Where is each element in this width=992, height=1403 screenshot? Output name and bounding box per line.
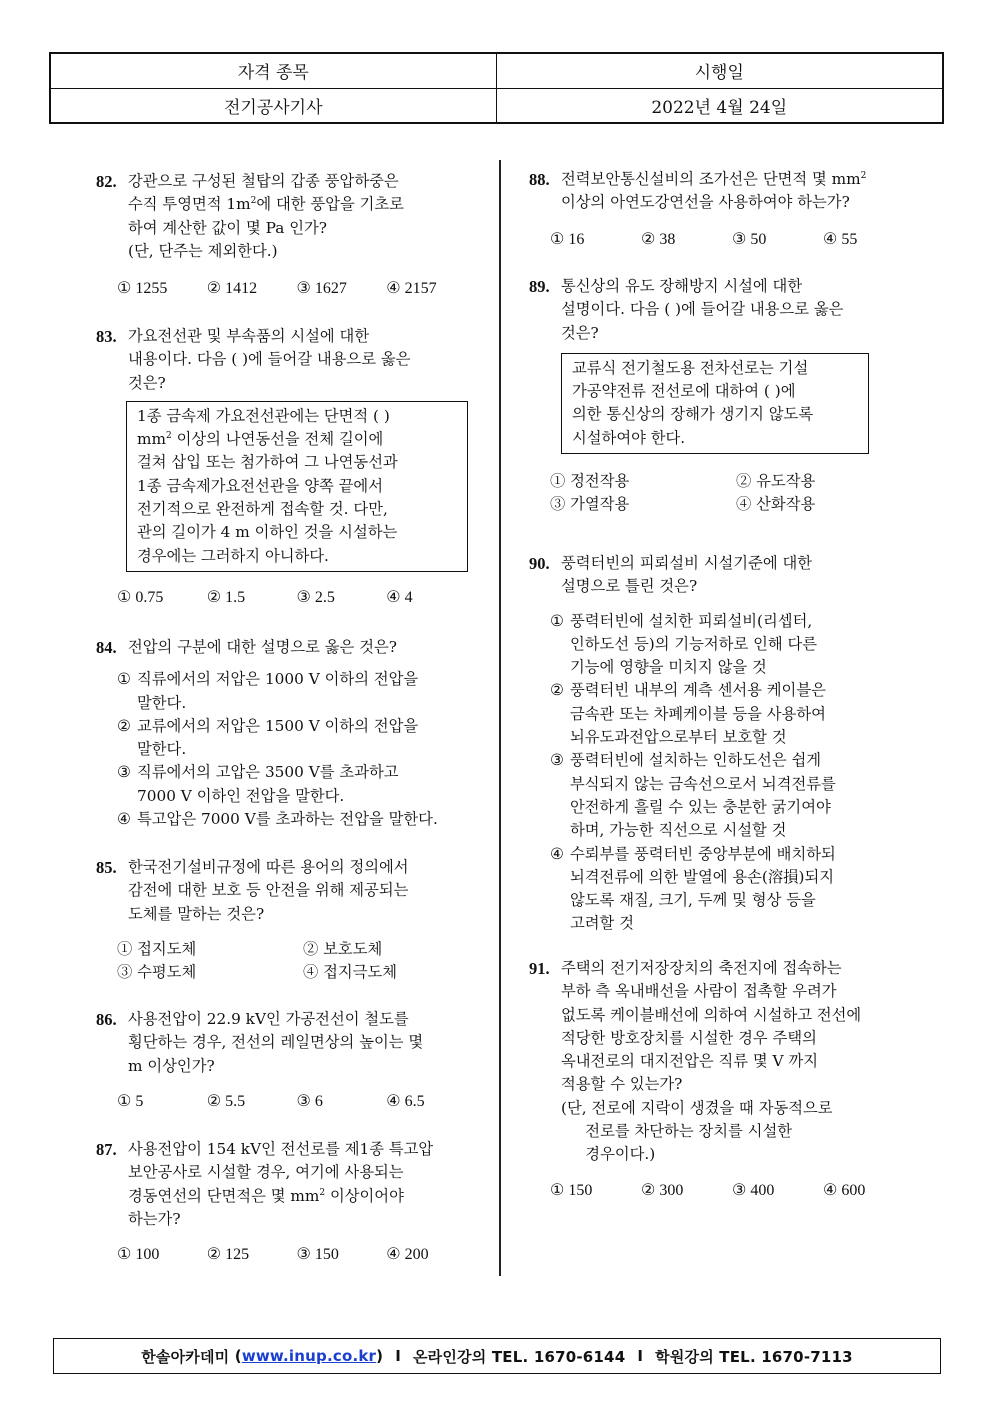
question-text: 부하 측 옥내배선을 사람이 접촉할 우려가 xyxy=(561,982,837,1001)
question-number: 89. xyxy=(529,277,550,296)
question-text: 전압의 구분에 대한 설명으로 옳은 것은? xyxy=(128,638,397,656)
question-text: 감전에 대한 보호 등 안전을 위해 제공되는 xyxy=(128,881,409,900)
option-4[interactable]: ④ 수뢰부를 풍력터빈 중앙부분에 배치하되 뇌격전류에 의한 발열에 용손(溶損)되지 않도록 재질, 크기, 두께 및 형상 등을 고려할 것 xyxy=(550,844,836,933)
option-1[interactable]: ① 0.75 xyxy=(117,588,164,606)
question-text: 주택의 전기저장장치의 축전지에 접속하는 xyxy=(561,959,842,977)
question-91 xyxy=(529,957,914,1202)
question-87 xyxy=(96,1138,476,1266)
question-85 xyxy=(96,856,476,984)
option-3[interactable]: ③ 수평도체 xyxy=(117,963,197,982)
question-86 xyxy=(96,1008,476,1113)
question-text: 내용이다. 다음 ( )에 들어갈 내용으로 옳은 xyxy=(128,350,411,369)
answer-options xyxy=(529,228,914,251)
option-2[interactable]: ② 1412 xyxy=(206,280,258,298)
footer-website-link[interactable]: www.inup.co.kr xyxy=(241,1347,377,1365)
option-4[interactable]: ④ 55 xyxy=(823,230,858,248)
option-4[interactable]: ④ 접지극도체 xyxy=(303,963,398,982)
option-2[interactable]: ② 1.5 xyxy=(206,588,246,606)
question-88 xyxy=(529,168,914,251)
question-note: (단, 단주는 제외한다.) xyxy=(128,241,278,260)
exam-date-label: 시행일 xyxy=(496,53,943,88)
footer-paren-open: ( xyxy=(229,1347,242,1365)
option-1[interactable]: ① 5 xyxy=(117,1092,144,1110)
footer-separator: I xyxy=(637,1347,644,1365)
question-90 xyxy=(529,552,914,936)
question-text: 강관으로 구성된 철탑의 갑종 풍압하중은 xyxy=(128,172,399,190)
answer-options xyxy=(529,1179,914,1202)
question-text: 사용전압이 154 kV인 전선로를 제1종 특고압 xyxy=(128,1140,434,1158)
option-1[interactable]: ① 접지도체 xyxy=(117,939,197,958)
question-text: 수직 투영면적 $1m^2$에 대한 풍압을 기초로 xyxy=(128,195,404,214)
exam-date-value: 2022년 4월 24일 xyxy=(496,88,943,123)
option-1[interactable]: ① 1255 xyxy=(117,280,168,298)
question-text: 사용전압이 22.9 kV인 가공전선이 철도를 xyxy=(128,1010,409,1028)
option-1[interactable]: ① 정전작용 xyxy=(550,472,630,491)
option-2[interactable]: ② 300 xyxy=(641,1181,684,1199)
question-text: 하는가? xyxy=(128,1209,181,1228)
option-3[interactable]: ③ 150 xyxy=(296,1246,339,1264)
option-4[interactable]: ④ 600 xyxy=(823,1181,866,1199)
option-3[interactable]: ③ 2.5 xyxy=(296,588,335,606)
option-3[interactable]: ③ 6 xyxy=(296,1092,323,1110)
question-text: 풍력터빈의 피뢰설비 시설기준에 대한 xyxy=(561,554,813,572)
answer-options xyxy=(529,610,914,936)
option-4[interactable]: ④ 200 xyxy=(386,1246,429,1264)
option-3[interactable]: ③ 50 xyxy=(732,230,767,248)
option-3[interactable]: ③ 1627 xyxy=(296,280,347,298)
question-text: 도체를 말하는 것은? xyxy=(128,904,265,923)
question-text: 이상의 아연도강연선을 사용하여야 하는가? xyxy=(561,193,850,212)
question-text: 하여 계산한 값이 몇 Pa 인가? xyxy=(128,218,328,237)
column-divider xyxy=(499,160,501,1276)
question-number: 84. xyxy=(96,638,117,657)
question-84 xyxy=(96,636,476,831)
question-83 xyxy=(96,325,476,609)
exam-subject-label: 자격 종목 xyxy=(50,53,496,88)
option-4[interactable]: ④ 특고압은 7000 V를 초과하는 전압을 말한다. xyxy=(117,810,438,829)
question-text: 통신상의 유도 장해방지 시설에 대한 xyxy=(561,277,803,295)
question-text: 없도록 케이블배선에 의하여 시설하고 전선에 xyxy=(561,1005,862,1024)
question-text: 설명이다. 다음 ( )에 들어갈 내용으로 옳은 xyxy=(561,300,844,319)
question-number: 91. xyxy=(529,959,550,978)
question-number: 82. xyxy=(96,172,117,191)
exam-subject-value: 전기공사기사 xyxy=(50,88,496,123)
option-2[interactable]: ② 5.5 xyxy=(206,1092,246,1110)
option-1[interactable]: ① 직류에서의 저압은 1000 V 이하의 전압을 말한다. xyxy=(117,670,419,712)
answer-options xyxy=(529,470,914,517)
option-3[interactable]: ③ 풍력터빈에 설치하는 인하도선은 쉽게 부식되지 않는 금속선으로서 뇌격전류를 안전하게 흘릴 수 있는 충분한 굵기여야 하며, 가능한 직선으로 시설할 것 xyxy=(550,751,836,840)
footer-online-tel: 온라인강의 TEL. 1670-6144 xyxy=(412,1347,626,1366)
question-number: 83. xyxy=(96,327,117,346)
option-2[interactable]: ② 125 xyxy=(206,1246,250,1264)
question-text: 옥내전로의 대지전압은 직류 몇 V 까지 xyxy=(561,1052,819,1071)
footer-org: 한솔아카데미 xyxy=(141,1347,230,1366)
question-82 xyxy=(96,170,476,300)
question-text: 적당한 방호장치를 시설한 경우 주택의 xyxy=(561,1028,817,1047)
question-text: 한국전기설비규정에 따른 용어의 정의에서 xyxy=(128,858,409,876)
option-3[interactable]: ③ 직류에서의 고압은 3500 V를 초과하고 7000 V 이하인 전압을 말한다. xyxy=(117,763,399,805)
question-text: 보안공사로 시설할 경우, 여기에 사용되는 xyxy=(128,1163,404,1182)
question-text: 횡단하는 경우, 전선의 레일면상의 높이는 몇 xyxy=(128,1033,424,1052)
question-text: 것은? xyxy=(561,323,599,342)
question-text: 것은? xyxy=(128,373,166,392)
question-number: 87. xyxy=(96,1140,117,1159)
answer-options xyxy=(96,1243,476,1266)
question-text: m 이상인가? xyxy=(128,1056,215,1075)
option-1[interactable]: ① 16 xyxy=(550,230,585,248)
option-1[interactable]: ① 150 xyxy=(550,1181,593,1199)
option-2[interactable]: ② 보호도체 xyxy=(303,939,383,958)
question-89 xyxy=(529,275,914,517)
question-number: 88. xyxy=(529,170,550,189)
footer-separator: I xyxy=(395,1347,401,1365)
exam-info-table xyxy=(49,52,944,124)
question-text: 전력보안통신설비의 조가선은 단면적 몇 $mm^2$ xyxy=(561,170,867,188)
option-2[interactable]: ② 38 xyxy=(641,230,676,248)
answer-options xyxy=(96,668,476,831)
question-box: 1종 금속제 가요전선관에는 단면적 ( ) $mm^2$ 이상의 나연동선을 전체 길이에 걸쳐 삽입 또는 첨가하여 그 나연동선과 1종 금속제가요전선관을 양쪽 끝에서 전기적으로 완전하게 접속할 것. 다만, 관의 길이가 4 m 이하인 것을 시설하는 경우에는 그러하지 아니하다. xyxy=(126,401,468,572)
option-4[interactable]: ④ 산화작용 xyxy=(736,495,816,514)
option-3[interactable]: ③ 400 xyxy=(732,1181,775,1199)
option-2[interactable]: ② 유도작용 xyxy=(736,472,816,491)
answer-options xyxy=(96,277,476,300)
question-text: 설명으로 틀린 것은? xyxy=(561,577,698,596)
question-number: 85. xyxy=(96,858,117,877)
footer-paren-close: ) xyxy=(376,1347,384,1365)
option-4[interactable]: ④ 4 xyxy=(386,588,413,606)
option-4[interactable]: ④ 2157 xyxy=(386,280,437,298)
option-2[interactable]: ② 풍력터빈 내부의 계측 센서용 케이블은 금속관 또는 차폐케이블 등을 사용하여 뇌유도과전압으로부터 보호할 것 xyxy=(550,681,826,747)
question-box: 교류식 전기철도용 전차선로는 기설 가공약전류 전선로에 대하여 ( )에 의한 통신상의 장해가 생기지 않도록 시설하여야 한다. xyxy=(561,353,869,454)
option-4[interactable]: ④ 6.5 xyxy=(386,1092,425,1110)
option-1[interactable]: ① 100 xyxy=(117,1246,160,1264)
answer-options xyxy=(96,1090,476,1113)
question-text: 적용할 수 있는가? xyxy=(561,1075,683,1094)
question-note: (단, 전로에 지락이 생겼을 때 자동적으로 전로를 차단하는 장치를 시설한 경우이다.) xyxy=(561,1098,833,1164)
footer-academy-tel: 학원강의 TEL. 1670-7113 xyxy=(655,1347,853,1366)
option-3[interactable]: ③ 가열작용 xyxy=(550,495,630,514)
option-2[interactable]: ② 교류에서의 저압은 1500 V 이하의 전압을 말한다. xyxy=(117,716,419,759)
question-number: 86. xyxy=(96,1010,117,1029)
answer-options xyxy=(96,938,476,985)
question-text: 가요전선관 및 부속품의 시설에 대한 xyxy=(128,327,370,345)
option-1[interactable]: ① 풍력터빈에 설치한 피뢰설비(리셉터, 인하도선 등)의 기능저하로 인해 다른 기능에 영향을 미치지 않을 것 xyxy=(550,611,818,677)
footer-banner xyxy=(53,1338,941,1374)
answer-options xyxy=(96,586,476,609)
question-text: 경동연선의 단면적은 몇 $mm^2$ 이상이어야 xyxy=(128,1186,404,1205)
question-number: 90. xyxy=(529,554,550,573)
